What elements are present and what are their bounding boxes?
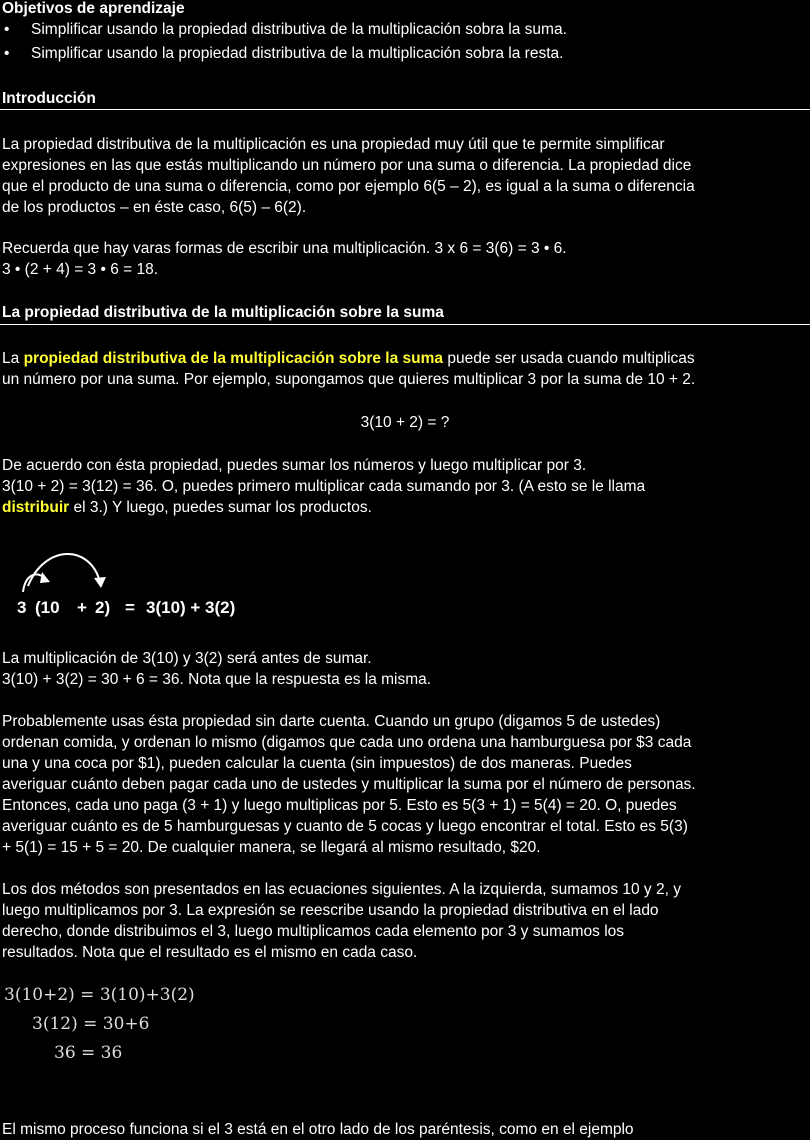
section-paragraph-line: luego multiplicamos por 3. La expresión se reescribe usando la propiedad distributiva en el lado <box>2 902 659 919</box>
section-paragraph-line: La propiedad distributiva de la multiplicación sobre la suma puede ser usada cuando multiplicas <box>2 350 695 367</box>
section-paragraph-line: resultados. Nota que el resultado es el mismo en cada caso. <box>2 944 418 961</box>
intro-paragraph-line: de los productos – en éste caso, 6(5) – 6(2). <box>2 199 307 216</box>
section-paragraph-line: ordenan comida, y ordenan lo mismo (digamos que cada uno ordena una hamburguesa por $3 cada <box>2 734 692 751</box>
section-heading: La propiedad distributiva de la multiplicación sobre la suma <box>2 304 444 321</box>
equation-line: 36 = 36 <box>54 1043 123 1063</box>
intro-paragraph-line: Recuerda que hay varas formas de escribir una multiplicación. 3 x 6 = 3(6) = 3 • 6. <box>2 240 567 257</box>
section-paragraph-line: De acuerdo con ésta propiedad, puedes sumar los números y luego multiplicar por 3. <box>2 457 587 474</box>
highlighted-term: propiedad distributiva de la multiplicación sobre la suma <box>23 350 444 367</box>
section-paragraph-line: Los dos métodos son presentados en las ecuaciones siguientes. A la izquierda, sumamos 10 y 2, y <box>2 881 681 898</box>
intro-paragraph-line: 3 • (2 + 4) = 3 • 6 = 18. <box>2 261 159 278</box>
intro-paragraph-line: La propiedad distributiva de la multiplicación es una propiedad muy útil que te permite simplificar <box>2 136 665 153</box>
diagram-equals: = <box>125 598 135 617</box>
equation-line: 3(10+2) = 3(10)+3(2) <box>4 985 195 1005</box>
section-paragraph-line: El mismo proceso funciona si el 3 está en el otro lado de los paréntesis, como en el ejemplo <box>2 1121 634 1138</box>
section-paragraph-line: averiguar cuánto es de 5 hamburguesas y cuanto de 5 cocas y luego encontrar el total. Esto es 5(3) <box>2 818 688 835</box>
diagram-term: 2) <box>95 598 111 617</box>
section-paragraph-line: La multiplicación de 3(10) y 3(2) será antes de sumar. <box>2 650 372 667</box>
objectives-heading: Objetivos de aprendizaje <box>2 0 185 17</box>
section-paragraph-line: un número por una suma. Por ejemplo, supongamos que quieres multiplicar 3 por la suma de 10 + 2. <box>2 371 696 388</box>
section-paragraph-line: distribuir el 3.) Y luego, puedes sumar los productos. <box>2 499 372 516</box>
section-paragraph-line: una y una coca por $1), pueden calcular la cuenta (sin impuestos) de dos maneras. Puedes <box>2 755 632 772</box>
section-paragraph-line: Entonces, cada uno paga (3 + 1) y luego multiplicas por 5. Esto es 5(3 + 1) = 5(4) = 20. O, puedes <box>2 797 677 814</box>
diagram-factor: 3 <box>17 598 27 617</box>
centered-equation: 3(10 + 2) = ? <box>360 414 450 431</box>
distribution-arrows-icon <box>0 540 140 600</box>
section-paragraph-line: 3(10 + 2) = 3(12) = 36. O, puedes primero multiplicar cada sumando por 3. (A esto se le llama <box>2 478 646 495</box>
objective-item: Simplificar usando la propiedad distributiva de la multiplicación sobra la resta. <box>31 45 564 62</box>
equation-line: 3(12) = 30+6 <box>32 1014 150 1034</box>
highlighted-term: distribuir <box>2 499 70 516</box>
bullet-icon: • <box>4 45 10 62</box>
bullet-icon: • <box>4 21 10 38</box>
section-paragraph-line: averiguar cuánto deben pagar cada uno de ustedes y multiplicar la suma por el número de personas. <box>2 776 696 793</box>
objective-item: Simplificar usando la propiedad distributiva de la multiplicación sobra la suma. <box>31 21 567 38</box>
diagram-plus: + <box>77 598 87 617</box>
intro-paragraph-line: que el producto de una suma o diferencia, como por ejemplo 6(5 – 2), es igual a la suma o diferencia <box>2 178 695 195</box>
section-paragraph-line: + 5(1) = 15 + 5 = 20. De cualquier manera, se llegará al mismo resultado, $20. <box>2 839 541 856</box>
diagram-term: (10 <box>35 598 60 617</box>
intro-paragraph-line: expresiones en las que estás multiplicando un número por una suma o diferencia. La propiedad dice <box>2 157 692 174</box>
section-paragraph-line: 3(10) + 3(2) = 30 + 6 = 36. Nota que la respuesta es la misma. <box>2 671 432 688</box>
section-paragraph-line: Probablemente usas ésta propiedad sin darte cuenta. Cuando un grupo (digamos 5 de ustedes) <box>2 713 661 730</box>
divider <box>0 109 810 110</box>
divider <box>0 324 810 325</box>
diagram-result: 3(10) + 3(2) <box>146 598 236 617</box>
section-paragraph-line: derecho, donde distribuimos el 3, luego multiplicamos cada elemento por 3 y sumamos los <box>2 923 625 940</box>
intro-heading: Introducción <box>2 90 96 107</box>
